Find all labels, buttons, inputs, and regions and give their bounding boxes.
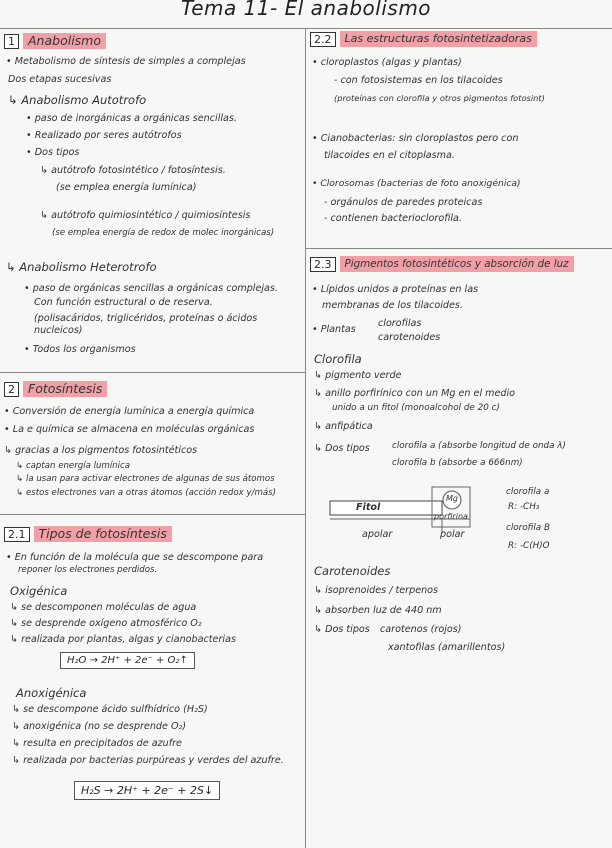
section-heading: Fotosíntesis [23,381,107,397]
list-item: carotenoides [378,332,441,343]
section-header-2-3 [310,256,574,272]
list-item: clorofilas [378,318,422,329]
subheading: Anoxigénica [16,686,87,700]
section-heading: Pigmentos fotosintéticos y absorción de luz [340,256,574,272]
definition: • Metabolismo de síntesis de simples a complejas [6,56,246,67]
list-item: (se emplea energía lumínica) [56,182,197,193]
list-item: ↳ pigmento verde [314,370,401,381]
list-item: • Cianobacterias: sin cloroplastos pero con [312,133,518,144]
subheading: ↳ Anabolismo Heterotrofo [6,260,157,274]
list-item: carotenos (rojos) [380,624,462,635]
list-item: ↳ realizada por bacterias purpúreas y verdes del azufre. [12,755,284,766]
list-item: • Todos los organismos [24,344,136,355]
list-item: - contienen bacterioclorofila. [324,213,462,224]
list-item: • Clorosomas (bacterias de foto anoxigénica) [312,178,521,189]
list-item: clorofila a (absorbe longitud de onda λ) [392,441,566,451]
section-number: 2 [4,382,19,397]
apolar-label: apolar [362,529,393,540]
list-item: ↳ autótrofo fotosintético / fotosíntesis. [40,165,226,176]
list-item: (proteínas con clorofila y otros pigmentos fotosint) [334,93,545,103]
porfirina-label: porfirina [434,512,468,521]
section-header-2-2 [310,31,537,47]
section-divider [0,372,305,373]
list-item: • Realizado por seres autótrofos [26,130,182,141]
list-item: ↳ la usan para activar electrones de algunas de sus átomos [16,474,275,484]
column-divider [305,28,306,848]
list-item: nucleicos) [34,325,83,336]
list-item: ↳ Dos tipos [314,443,370,454]
list-item: • paso de orgánicas sencillas a orgánicas complejas. [24,283,278,294]
list-item: tilacoides en el citoplasma. [324,150,455,161]
list-item: ↳ anfipática [314,421,373,432]
section-heading: Anabolismo [23,33,106,49]
section-heading: Las estructuras fotosintetizadoras [340,31,537,47]
clorofila-a-label: clorofila a [506,487,550,497]
subheading: Oxigénica [10,584,68,598]
section-header-2 [4,381,107,397]
list-item: - orgánulos de paredes proteicas [324,197,483,208]
section-number: 1 [4,34,19,49]
subheading: Clorofila [314,352,362,366]
section-number: 2.1 [4,527,30,542]
clorofila-b-radical: R: -C(H)O [508,541,550,551]
list-item: • Lípidos unidos a proteínas en las [312,284,478,295]
section-heading: Tipos de fotosíntesis [34,526,172,542]
section-number: 2.2 [310,32,336,47]
mg-label: Mg [446,494,458,503]
list-item: ↳ gracias a los pigmentos fotosintéticos [4,445,197,456]
list-item: • paso de inorgánicas a orgánicas sencillas. [26,113,237,124]
list-item: • Conversión de energía lumínica a energía química [4,406,254,417]
page-title: Tema 11- El anabolismo [180,0,432,20]
equation-box: H₂O → 2H⁺ + 2e⁻ + O₂↑ [60,652,195,669]
clorofila-b-label: clorofila B [506,523,551,533]
list-item: ↳ estos electrones van a otras átomos (acción redox y/más) [16,488,276,498]
list-item: ↳ absorben luz de 440 nm [314,605,442,616]
list-item: (polisacáridos, triglicéridos, proteínas o ácidos [34,313,258,324]
list-item: - con fotosistemas en los tilacoides [334,75,503,86]
polar-label: polar [440,529,465,540]
list-item: ↳ anoxigénica (no se desprende O₂) [12,721,186,732]
list-item: • Dos tipos [26,147,79,158]
list-item: • Plantas [312,324,356,335]
note: Dos etapas sucesivas [8,74,112,85]
section-header-1 [4,33,106,49]
list-item: xantofilas (amarillentos) [388,642,506,653]
list-item: • cloroplastos (algas y plantas) [312,57,462,68]
section-divider [0,514,305,515]
section-header-2-1 [4,526,172,542]
fitol-tail [330,501,442,515]
section-divider [0,28,612,29]
list-item: ↳ captan energía lumínica [16,461,130,471]
list-item: unido a un fitol (monoalcohol de 20 c) [332,403,500,413]
list-item: ↳ se descompone ácido sulfhídrico (H₂S) [12,704,208,715]
list-item: ↳ autótrofo quimiosintético / quimiosíntesis [40,210,250,221]
list-item: ↳ se desprende oxígeno atmosférico O₂ [10,618,202,629]
section-divider [305,248,612,249]
subheading: ↳ Anabolismo Autotrofo [8,93,146,107]
list-item: ↳ realizada por plantas, algas y cianobacterias [10,634,236,645]
list-item: membranas de los tilacoides. [322,300,463,311]
list-item: ↳ se descomponen moléculas de agua [10,602,196,613]
list-item: ↳ Dos tipos [314,624,370,635]
list-item: (se emplea energía de redox de molec inorgánicas) [52,228,275,238]
list-item: clorofila b (absorbe a 666nm) [392,458,523,468]
equation-box: H₂S → 2H⁺ + 2e⁻ + 2S↓ [74,781,220,800]
list-item: reponer los electrones perdidos. [18,565,158,575]
list-item: • En función de la molécula que se descompone para [6,552,263,563]
clorofila-a-radical: R: -CH₃ [508,502,540,512]
list-item: • La e química se almacena en moléculas orgánicas [4,424,254,435]
list-item: ↳ isoprenoides / terpenos [314,585,438,596]
subheading: Carotenoides [314,564,391,578]
list-item: Con función estructural o de reserva. [34,297,213,308]
fitol-label: Fitol [356,502,381,513]
list-item: ↳ resulta en precipitados de azufre [12,738,182,749]
section-number: 2.3 [310,257,336,272]
list-item: ↳ anillo porfirínico con un Mg en el medio [314,388,515,399]
